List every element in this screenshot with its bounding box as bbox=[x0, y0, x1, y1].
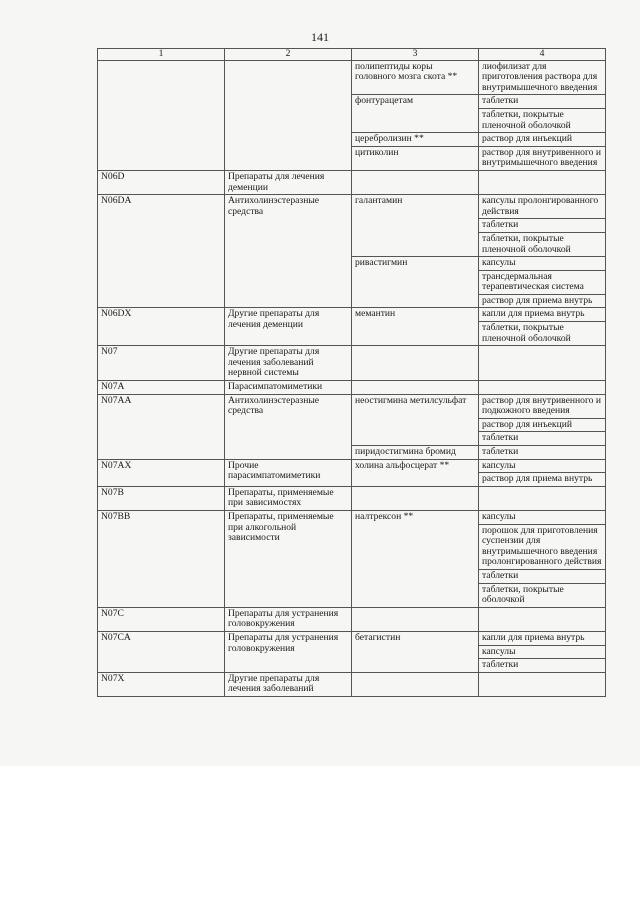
dosage-form-cell: таблетки, покрытые оболочкой bbox=[479, 583, 606, 607]
dosage-form-cell: капсулы bbox=[479, 459, 606, 473]
drug-name-cell: неостигмина метилсульфат bbox=[352, 394, 479, 445]
table-row bbox=[98, 607, 606, 631]
atc-code-cell bbox=[98, 60, 225, 170]
header-row bbox=[98, 49, 606, 61]
dosage-form-cell: капли для приема внутрь bbox=[479, 308, 606, 322]
group-name-cell: Парасимпатомиметики bbox=[225, 381, 352, 395]
drug-name-cell: полипептиды коры головного мозга скота ** bbox=[352, 60, 479, 95]
table-row bbox=[98, 672, 606, 696]
dosage-form-cell bbox=[479, 672, 606, 696]
group-name-cell: Антихолинэстеразные средства bbox=[225, 394, 352, 459]
dosage-form-cell bbox=[479, 346, 606, 381]
atc-code-cell: N06DX bbox=[98, 308, 225, 346]
header-col-4: 4 bbox=[479, 49, 606, 61]
drug-name-cell: фонтурацетам bbox=[352, 95, 479, 133]
dosage-form-cell: раствор для инъекций bbox=[479, 418, 606, 432]
group-name-cell: Другие препараты для лечения деменции bbox=[225, 308, 352, 346]
table-row bbox=[98, 60, 606, 95]
drug-name-cell: галантамин bbox=[352, 195, 479, 257]
atc-code-cell: N07X bbox=[98, 672, 225, 696]
group-name-cell: Препараты, применяемые при алкогольной зависимости bbox=[225, 510, 352, 607]
table-row bbox=[98, 346, 606, 381]
atc-code-cell: N07 bbox=[98, 346, 225, 381]
dosage-form-cell: таблетки bbox=[479, 659, 606, 673]
dosage-form-cell: раствор для внутривенного и подкожного введения bbox=[479, 394, 606, 418]
table-body bbox=[98, 60, 606, 696]
drug-name-cell bbox=[352, 672, 479, 696]
group-name-cell: Антихолинэстеразные средства bbox=[225, 195, 352, 308]
atc-code-cell: N06D bbox=[98, 170, 225, 194]
dosage-form-cell: раствор для приема внутрь bbox=[479, 294, 606, 308]
table-row bbox=[98, 459, 606, 473]
dosage-form-cell: таблетки bbox=[479, 569, 606, 583]
drug-name-cell: бетагистин bbox=[352, 631, 479, 672]
group-name-cell: Прочие парасимпатомиметики bbox=[225, 459, 352, 486]
table-row bbox=[98, 381, 606, 395]
drug-table bbox=[97, 48, 606, 697]
atc-code-cell: N07AA bbox=[98, 394, 225, 459]
table-row bbox=[98, 510, 606, 524]
dosage-form-cell: таблетки bbox=[479, 446, 606, 460]
drug-name-cell: холина альфосцерат ** bbox=[352, 459, 479, 486]
atc-code-cell: N07A bbox=[98, 381, 225, 395]
group-name-cell: Препараты для устранения головокружения bbox=[225, 631, 352, 672]
dosage-form-cell: таблетки, покрытые пленочной оболочкой bbox=[479, 108, 606, 132]
atc-code-cell: N07CA bbox=[98, 631, 225, 672]
dosage-form-cell bbox=[479, 486, 606, 510]
dosage-form-cell: капли для приема внутрь bbox=[479, 631, 606, 645]
header-col-1: 1 bbox=[98, 49, 225, 61]
table-row bbox=[98, 308, 606, 322]
dosage-form-cell: таблетки, покрытые пленочной оболочкой bbox=[479, 232, 606, 256]
drug-name-cell bbox=[352, 486, 479, 510]
drug-name-cell: цитиколин bbox=[352, 146, 479, 170]
drug-name-cell: ривастигмин bbox=[352, 257, 479, 308]
atc-code-cell: N07B bbox=[98, 486, 225, 510]
dosage-form-cell: капсулы bbox=[479, 645, 606, 659]
header-col-3: 3 bbox=[352, 49, 479, 61]
group-name-cell: Препараты, применяемые при зависимостях bbox=[225, 486, 352, 510]
page-number: 141 bbox=[311, 30, 329, 44]
dosage-form-cell: порошок для приготовления суспензии для внутримышечного введения пролонгированного действия bbox=[479, 524, 606, 569]
dosage-form-cell bbox=[479, 381, 606, 395]
group-name-cell: Препараты для лечения деменции bbox=[225, 170, 352, 194]
atc-code-cell: N07C bbox=[98, 607, 225, 631]
table-row bbox=[98, 631, 606, 645]
dosage-form-cell bbox=[479, 607, 606, 631]
dosage-form-cell: таблетки bbox=[479, 219, 606, 233]
dosage-form-cell: капсулы bbox=[479, 510, 606, 524]
table-row bbox=[98, 195, 606, 219]
drug-name-cell bbox=[352, 170, 479, 194]
dosage-form-cell: таблетки bbox=[479, 95, 606, 109]
drug-name-cell: пиридостигмина бромид bbox=[352, 446, 479, 460]
dosage-form-cell: таблетки, покрытые пленочной оболочкой bbox=[479, 322, 606, 346]
drug-name-cell bbox=[352, 381, 479, 395]
dosage-form-cell: таблетки bbox=[479, 432, 606, 446]
dosage-form-cell: капсулы bbox=[479, 257, 606, 271]
dosage-form-cell: трансдермальная терапевтическая система bbox=[479, 270, 606, 294]
dosage-form-cell: лиофилизат для приготовления раствора для внутримышечного введения bbox=[479, 60, 606, 95]
table-row bbox=[98, 486, 606, 510]
dosage-form-cell: раствор для инъекций bbox=[479, 133, 606, 147]
table-row bbox=[98, 394, 606, 418]
drug-name-cell bbox=[352, 346, 479, 381]
atc-code-cell: N07BB bbox=[98, 510, 225, 607]
atc-code-cell: N07AX bbox=[98, 459, 225, 486]
drug-name-cell: мемантин bbox=[352, 308, 479, 346]
dosage-form-cell bbox=[479, 170, 606, 194]
atc-code-cell: N06DA bbox=[98, 195, 225, 308]
group-name-cell: Препараты для устранения головокружения bbox=[225, 607, 352, 631]
header-col-2: 2 bbox=[225, 49, 352, 61]
group-name-cell: Другие препараты для лечения заболеваний нервной системы bbox=[225, 346, 352, 381]
drug-name-cell: церебролизин ** bbox=[352, 133, 479, 147]
dosage-form-cell: раствор для внутривенного и внутримышечного введения bbox=[479, 146, 606, 170]
drug-name-cell: налтрексон ** bbox=[352, 510, 479, 607]
drug-name-cell bbox=[352, 607, 479, 631]
table-row bbox=[98, 170, 606, 194]
group-name-cell: Другие препараты для лечения заболеваний bbox=[225, 672, 352, 696]
group-name-cell bbox=[225, 60, 352, 170]
dosage-form-cell: капсулы пролонгированного действия bbox=[479, 195, 606, 219]
dosage-form-cell: раствор для приема внутрь bbox=[479, 473, 606, 487]
